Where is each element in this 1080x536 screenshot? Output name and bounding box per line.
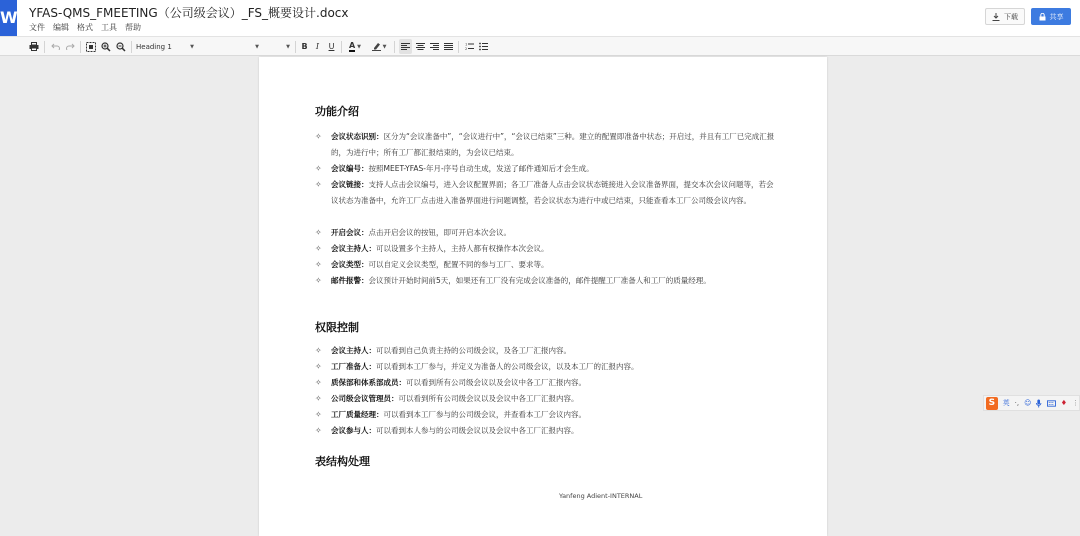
sogou-logo-icon[interactable]: S [986, 397, 998, 410]
toolbar-separator [44, 41, 45, 53]
bulleted-list-icon[interactable] [477, 39, 489, 54]
menu-format[interactable]: 格式 [77, 23, 93, 32]
diamond-bullet-icon: ✧ [315, 410, 322, 419]
font-size-select[interactable] [268, 40, 290, 54]
ime-language-toggle[interactable]: 英 [1002, 399, 1010, 407]
align-left-icon[interactable] [399, 39, 412, 54]
item-text: 可以看到所有公司级会议以及会议中各工厂汇报内容。 [406, 378, 586, 387]
chevron-down-icon: ▼ [190, 44, 194, 50]
list-item [315, 225, 775, 241]
item-label: 公司级会议管理员： [331, 394, 399, 403]
list-item [315, 359, 775, 375]
diamond-bullet-icon: ✧ [315, 346, 322, 355]
item-label: 质保部和体系部成员： [331, 378, 406, 387]
item-label: 会议主持人： [331, 244, 376, 253]
item-label: 开启会议： [331, 228, 369, 237]
toolbar-separator [295, 41, 296, 53]
highlight-button[interactable] [369, 39, 389, 54]
item-text: 会议预计开始时间前5天，如果还有工厂没有完成会议准备的，邮件提醒工厂准备人和工厂的质量经理。 [368, 276, 711, 285]
undo-icon[interactable] [49, 39, 61, 54]
align-center-icon[interactable] [414, 39, 426, 54]
list-item [315, 423, 775, 439]
item-text: 可以看到本工厂参与的公司级会议，并查看本工厂会议内容。 [383, 410, 586, 419]
item-label: 会议主持人： [331, 346, 376, 355]
italic-button[interactable]: I [315, 42, 320, 51]
keyboard-icon[interactable] [1047, 400, 1056, 407]
menu-file[interactable]: 文件 [29, 23, 45, 32]
zoom-out-icon[interactable] [115, 39, 127, 54]
menu-bar [29, 22, 141, 33]
redo-icon[interactable] [64, 39, 76, 54]
chevron-down-icon: ▼ [255, 44, 259, 50]
chevron-down-icon: ▼ [382, 43, 387, 50]
fit-page-icon[interactable] [85, 39, 97, 54]
page-footer: Yanfeng Adient-INTERNAL [559, 492, 643, 500]
highlight-icon [372, 42, 381, 51]
word-app-icon: W [0, 0, 17, 36]
document-title[interactable]: YFAS-QMS_FMEETING（公司级会议）_FS_概要设计.docx [29, 6, 349, 20]
diamond-bullet-icon: ✧ [315, 244, 322, 253]
text-color-icon: A [348, 41, 356, 50]
formatting-toolbar [0, 36, 1080, 56]
print-icon[interactable] [27, 39, 40, 54]
zoom-in-icon[interactable] [100, 39, 112, 54]
diamond-bullet-icon: ✧ [315, 180, 322, 189]
paragraph-style-select[interactable] [136, 40, 194, 54]
menu-tools[interactable]: 工具 [101, 23, 117, 32]
microphone-icon[interactable] [1036, 399, 1041, 408]
item-text: 可以看到所有公司级会议以及会议中各工厂汇报内容。 [398, 394, 579, 403]
item-label: 工厂质量经理： [331, 410, 384, 419]
item-label: 邮件报警： [331, 276, 369, 285]
bold-button[interactable]: B [301, 42, 308, 51]
list-item [315, 407, 775, 423]
menu-edit[interactable]: 编辑 [53, 23, 69, 32]
item-text: 按照MEET-YFAS-年月-序号自动生成，发送了邮件通知后才会生成。 [368, 164, 594, 173]
diamond-bullet-icon: ✧ [315, 164, 322, 173]
section-heading: 权限控制 [315, 321, 359, 334]
diamond-bullet-icon: ✧ [315, 426, 322, 435]
diamond-bullet-icon: ✧ [315, 260, 322, 269]
chevron-down-icon: ▼ [357, 43, 362, 50]
item-label: 会议参与人： [331, 426, 376, 435]
diamond-bullet-icon: ✧ [315, 132, 322, 141]
toolbar-separator [80, 41, 81, 53]
download-label: 下载 [1004, 12, 1018, 21]
svg-text:1: 1 [464, 42, 467, 47]
punctuation-icon[interactable]: ·, [1014, 399, 1020, 407]
align-justify-icon[interactable] [442, 39, 454, 54]
item-text: 可以设置多个主持人，主持人都有权操作本次会议。 [376, 244, 549, 253]
underline-button[interactable]: U [328, 42, 335, 51]
title-bar [0, 0, 1080, 36]
item-label: 会议状态识别： [331, 132, 384, 141]
document-page[interactable] [259, 57, 827, 536]
ime-toolbar[interactable] [983, 395, 1080, 411]
text-color-button[interactable] [346, 39, 364, 54]
item-label: 会议链接： [331, 180, 369, 189]
item-text: 可以看到本人参与的公司级会议以及会议中各工厂汇报内容。 [376, 426, 579, 435]
skin-icon[interactable]: ♦ [1060, 399, 1068, 407]
item-label: 工厂准备人： [331, 362, 376, 371]
toolbar-separator [458, 41, 459, 53]
list-item [315, 241, 775, 257]
item-text: 可以看到本工厂参与，并定义为准备人的公司级会议，以及本工厂的汇报内容。 [376, 362, 639, 371]
lock-icon [1039, 13, 1046, 21]
diamond-bullet-icon: ✧ [315, 394, 322, 403]
numbered-list-icon[interactable] [463, 39, 475, 54]
diamond-bullet-icon: ✧ [315, 228, 322, 237]
item-text: 可以自定义会议类型，配置不同的参与工厂、要求等。 [368, 260, 549, 269]
list-item [315, 257, 775, 273]
item-text: 点击开启会议的按钮，即可开启本次会议。 [368, 228, 511, 237]
emoji-icon[interactable]: ☺ [1024, 399, 1032, 407]
list-item [315, 343, 775, 359]
toolbox-icon[interactable]: ⋮ [1072, 399, 1080, 407]
list-item [315, 177, 775, 209]
align-right-icon[interactable] [428, 39, 440, 54]
toolbar-separator [131, 41, 132, 53]
download-icon [992, 13, 1000, 21]
list-item [315, 273, 775, 289]
diamond-bullet-icon: ✧ [315, 362, 322, 371]
section-heading: 表结构处理 [315, 455, 370, 468]
share-label: 共享 [1049, 12, 1064, 21]
diamond-bullet-icon: ✧ [315, 378, 322, 387]
toolbar-separator [394, 41, 395, 53]
list-item [315, 129, 775, 161]
list-item [315, 375, 775, 391]
svg-text:2: 2 [464, 47, 467, 51]
share-button[interactable] [1031, 8, 1071, 25]
item-label: 会议类型： [331, 260, 369, 269]
font-family-select[interactable] [203, 40, 259, 54]
download-button[interactable] [985, 8, 1025, 25]
toolbar-separator [341, 41, 342, 53]
chevron-down-icon: ▼ [286, 44, 290, 50]
paragraph-style-value: Heading 1 [136, 43, 172, 51]
menu-help[interactable]: 帮助 [125, 23, 141, 32]
item-text: 可以看到自己负责主持的公司级会议，及各工厂汇报内容。 [376, 346, 571, 355]
section-heading: 功能介绍 [315, 105, 359, 118]
list-item [315, 161, 775, 177]
item-label: 会议编号： [331, 164, 369, 173]
diamond-bullet-icon: ✧ [315, 276, 322, 285]
list-item [315, 391, 775, 407]
item-text: 区分为“会议准备中”，“会议进行中”，“会议已结束”三种。建立的配置即准备中状态；开启过，并且有工厂已完成汇报的，为进行中；所有工厂都汇报结束的，为会议已结束。 [331, 132, 775, 157]
item-text: 支持人点击会议编号，进入会议配置界面；各工厂准备人点击会议状态链接进入会议准备界面，提交本次会议问题等，若会议状态为准备中，允许工厂点击进入准备界面进行问题调整，若会议状态为进行中或已结束，只能查看本工厂公司级会议内容。 [331, 180, 774, 205]
